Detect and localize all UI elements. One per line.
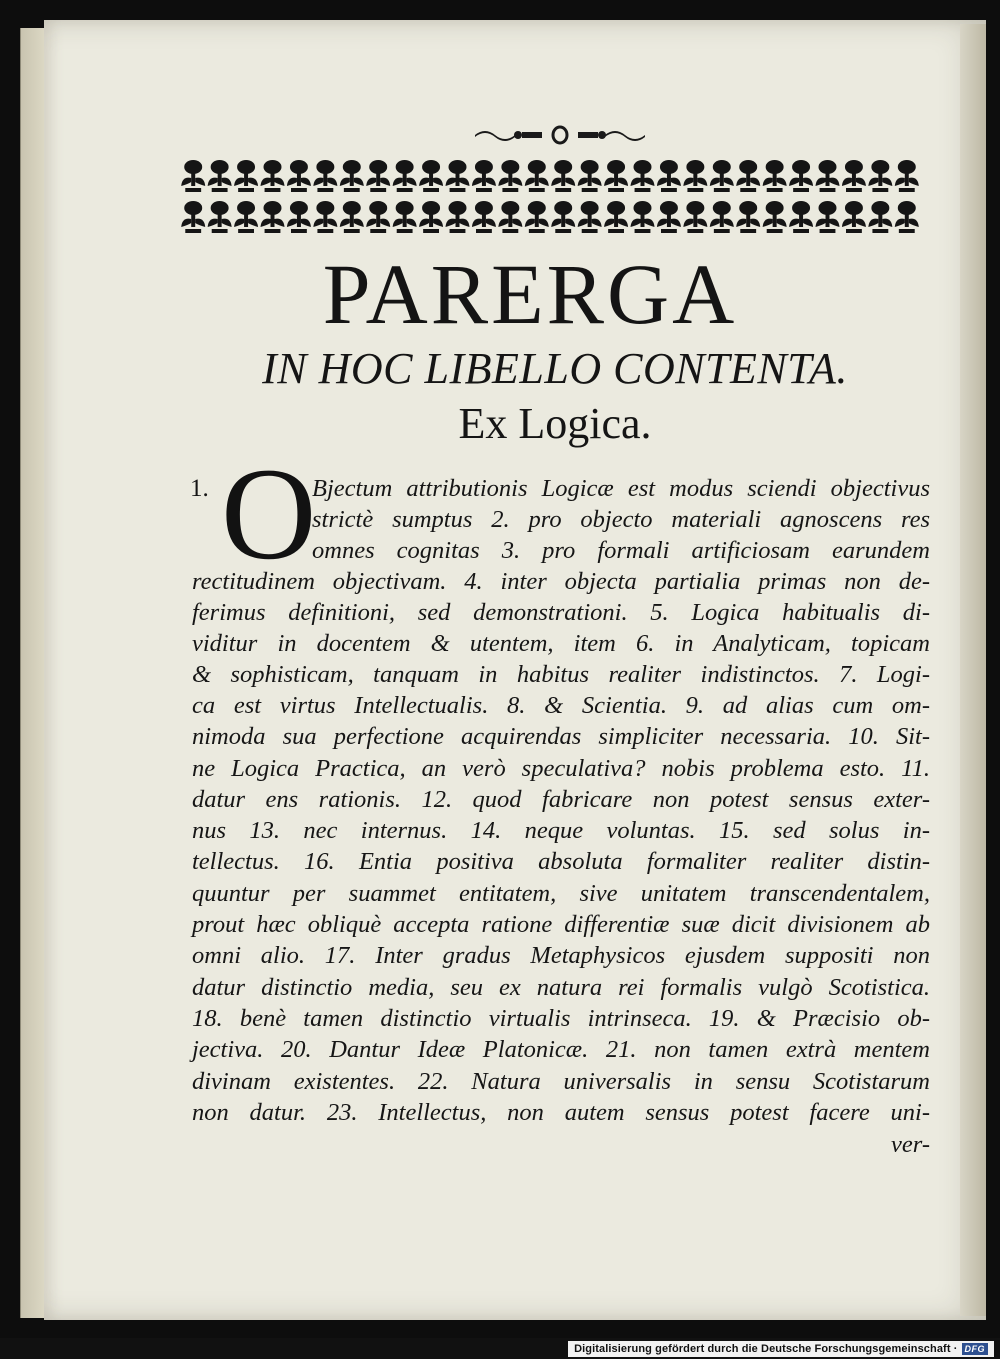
band-motif [340, 160, 364, 192]
band-motif [551, 201, 575, 233]
digitization-credit [568, 1341, 994, 1357]
text-line: nimoda sua perfectione acquirendas simpliciter necessaria. 10. Sit- [192, 723, 930, 750]
band-motif [234, 160, 258, 192]
band-motif [789, 160, 813, 192]
band-motif [657, 201, 681, 233]
band-motif [340, 201, 364, 233]
band-motif [842, 201, 866, 233]
band-motif [234, 201, 258, 233]
text-line: jectiva. 20. Dantur Ideæ Platonicæ. 21. non tamen extrà mentem [192, 1036, 930, 1063]
text-line: omnes cognitas 3. pro formali artificiosam earundem [312, 537, 930, 564]
band-motif [683, 201, 707, 233]
band-motif [393, 201, 417, 233]
band-motif [657, 160, 681, 192]
text-line: quuntur per suammet entitatem, sive unitatem transcendentalem, [192, 880, 930, 907]
band-motif [816, 201, 840, 233]
page-title: PARERGA [322, 246, 738, 342]
band-motif [551, 160, 575, 192]
band-motif [261, 160, 285, 192]
band-motif [868, 160, 892, 192]
page-edge-right [960, 24, 986, 1316]
band-motif [683, 160, 707, 192]
text-line: omni alio. 17. Inter gradus Metaphysicos ejusdem suppositi non [192, 942, 930, 969]
band-motif [472, 160, 496, 192]
band-motif [366, 201, 390, 233]
text-line: ne Logica Practica, an verò speculativa? nobis problema esto. 11. [192, 755, 930, 782]
band-motif [525, 160, 549, 192]
text-line: divinam existentes. 22. Natura universalis in sensu Scotistarum [192, 1068, 930, 1095]
text-line: datur ens rationis. 12. quod fabricare non potest sensus exter- [192, 786, 930, 813]
ornamental-band-icon [180, 156, 920, 238]
band-motif [287, 201, 311, 233]
band-motif [419, 160, 443, 192]
text-line: Bjectum attributionis Logicæ est modus sciendi objectivus [312, 475, 930, 502]
band-motif [472, 201, 496, 233]
band-motif [498, 201, 522, 233]
band-motif [419, 201, 443, 233]
text-line: nus 13. nec internus. 14. neque voluntas. 15. sed solus in- [192, 817, 930, 844]
text-line: viditur in docentem & utentem, item 6. in Analyticam, topicam [192, 630, 930, 657]
section-heading: Ex Logica. [458, 399, 652, 448]
page-subtitle: IN HOC LIBELLO CONTENTA. [262, 344, 848, 393]
band-motif [498, 160, 522, 192]
text-line: tellectus. 16. Entia positiva absoluta formaliter realiter distin- [192, 848, 930, 875]
band-motif [736, 201, 760, 233]
text-line: datur distinctio media, seu ex natura rei formalis vulgò Scotistica. [192, 974, 930, 1001]
band-motif [366, 160, 390, 192]
text-line: ferimus definitioni, sed demonstrationi. 5. Logica habitualis di- [192, 599, 930, 626]
text-line: & sophisticam, tanquam in habitus realiter indistinctos. 7. Logi- [192, 661, 930, 688]
drop-capital: O [221, 440, 317, 587]
band-motif [313, 201, 337, 233]
band-motif [287, 160, 311, 192]
text-line: ca est virtus Intellectualis. 8. & Scientia. 9. ad alias cum om- [192, 692, 930, 719]
band-motif [736, 160, 760, 192]
band-motif [393, 160, 417, 192]
text-line: 18. benè tamen distinctio virtualis intrinseca. 19. & Præcisio ob- [192, 1005, 930, 1032]
band-motif [789, 201, 813, 233]
band-motif [181, 160, 205, 192]
band-motif [208, 160, 232, 192]
band-motif [181, 201, 205, 233]
band-motif [604, 201, 628, 233]
text-line: prout hæc obliquè accepta ratione differentiæ suæ dicit divisionem ab [192, 911, 930, 938]
band-motif [446, 160, 470, 192]
text-line: non datur. 23. Intellectus, non autem sensus potest facere uni- [192, 1099, 930, 1126]
band-motif [604, 160, 628, 192]
band-motif [578, 201, 602, 233]
band-motif [261, 201, 285, 233]
band-motif [710, 160, 734, 192]
band-motif [208, 201, 232, 233]
paragraph-number: 1. [190, 475, 209, 502]
dfg-logo: DFG [962, 1343, 989, 1355]
band-motif [868, 201, 892, 233]
band-motif [710, 201, 734, 233]
band-motif [313, 160, 337, 192]
band-motif [816, 160, 840, 192]
credit-text: Digitalisierung gefördert durch die Deutsche Forschungsgemeinschaft · [574, 1343, 958, 1355]
band-motif [763, 201, 787, 233]
catchword: ver- [891, 1131, 930, 1158]
band-motif [525, 201, 549, 233]
band-motif [446, 201, 470, 233]
fleuron-ornament-icon [470, 124, 650, 146]
band-motif [631, 201, 655, 233]
band-motif [895, 160, 919, 192]
band-motif [842, 160, 866, 192]
text-line: strictè sumptus 2. pro objecto materiali agnoscens res [312, 506, 930, 533]
band-motif [631, 160, 655, 192]
band-motif [763, 160, 787, 192]
band-motif [578, 160, 602, 192]
band-motif [895, 201, 919, 233]
text-line: rectitudinem objectivam. 4. inter objecta partialia primas non de- [192, 568, 930, 595]
